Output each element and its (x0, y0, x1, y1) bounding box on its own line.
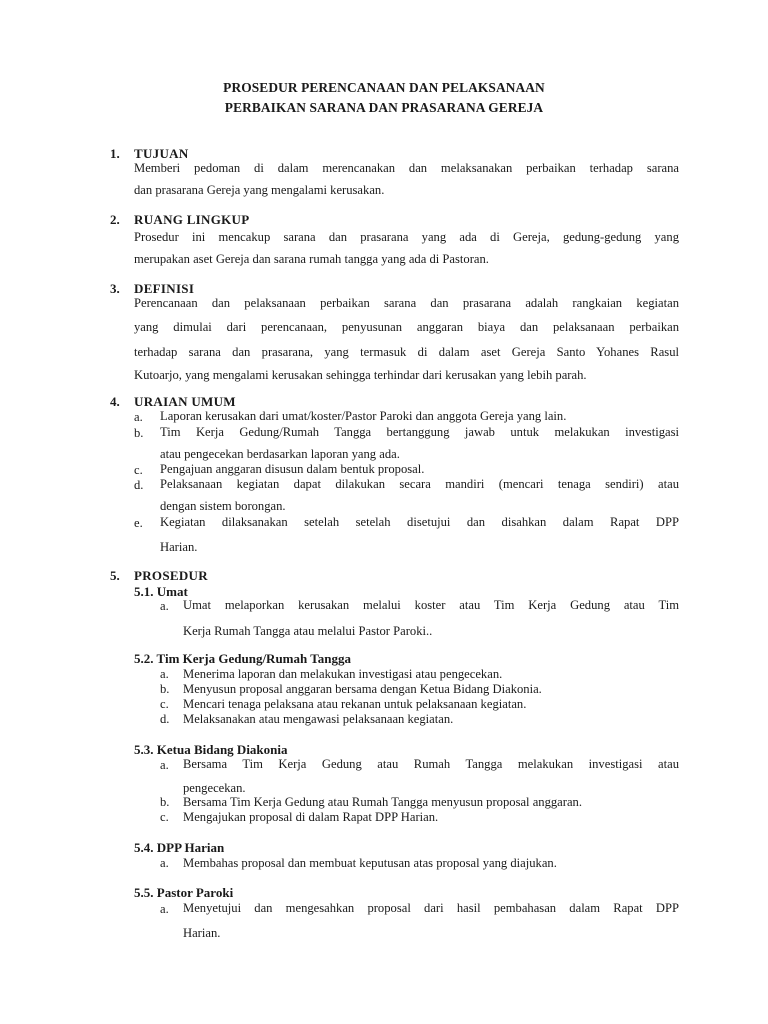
section-1-line: dan prasarana Gereja yang mengalami kerusakan. (134, 183, 385, 197)
subsection-5-4-item-label: a. (160, 856, 169, 870)
document-title-line-2: PERBAIKAN SARANA DAN PRASARANA GEREJA (224, 100, 544, 115)
section-4-item-label: a. (134, 410, 143, 424)
subsection-5-3-item-label: c. (160, 810, 169, 824)
section-3-line: Kutoarjo, yang mengalami kerusakan sehingga terhindar dari kerusakan yang lebih parah. (134, 368, 587, 382)
subsection-5-5-item-line: Menyetujui dan mengesahkan proposal dari hasil pembahasan dalam Rapat DPP (183, 901, 679, 915)
subsection-5-2-item-a: Menerima laporan dan melakukan investigasi atau pengecekan. (183, 667, 503, 681)
subsection-5-3-item-b: Bersama Tim Kerja Gedung atau Rumah Tangga menyusun proposal anggaran. (183, 795, 583, 809)
section-1-body (134, 157, 679, 201)
section-4-item-line: Pelaksanaan kegiatan dapat dilakukan secara mandiri (mencari tenaga sendiri) atau (160, 477, 679, 491)
section-4-item-line: Laporan kerusakan dari umat/koster/Pastor Paroki dan anggota Gereja yang lain. (160, 409, 567, 423)
section-4-item-line: Pengajuan anggaran disusun dalam bentuk proposal. (160, 462, 425, 476)
section-1-line: Memberi pedoman di dalam merencanakan dan melaksanakan perbaikan terhadap sarana (134, 161, 679, 175)
section-4-item-label: e. (134, 516, 143, 530)
section-3-line: terhadap sarana dan prasarana, yang termasuk di dalam aset Gereja Santo Yohanes Rasul (134, 345, 679, 359)
subsection-5-1-item-line: Kerja Rumah Tangga atau melalui Pastor Paroki.. (183, 624, 433, 638)
section-2-line: merupakan aset Gereja dan sarana rumah tangga yang ada di Pastoran. (134, 252, 489, 266)
section-4-item-line: Tim Kerja Gedung/Rumah Tangga bertanggung jawab untuk melakukan investigasi (160, 425, 679, 439)
section-2-heading: RUANG LINGKUP (134, 212, 250, 227)
subsection-5-5-item-label: a. (160, 902, 169, 916)
subsection-5-2-item-b: Menyusun proposal anggaran bersama dengan Ketua Bidang Diakonia. (183, 682, 542, 696)
document-title-line-1: PROSEDUR PERENCANAAN DAN PELAKSANAAN (223, 80, 545, 95)
subsection-5-2-item-label: b. (160, 682, 170, 696)
section-4-item-line: Harian. (160, 540, 198, 554)
section-3-line: Perencanaan dan pelaksanaan perbaikan sarana dan prasarana adalah rangkaian kegiatan (134, 296, 679, 310)
section-4-item-label: b. (134, 426, 144, 440)
subsection-5-4-item-a: Membahas proposal dan membuat keputusan atas proposal yang diajukan. (183, 856, 557, 870)
subsection-5-3-item-a (183, 753, 679, 799)
section-2-number: 2. (110, 212, 120, 227)
section-2-body (134, 226, 679, 270)
section-4-item-line: Kegiatan dilaksanakan setelah setelah disetujui dan disahkan dalam Rapat DPP (160, 515, 679, 529)
section-1-heading: TUJUAN (134, 146, 189, 161)
section-2-line: Prosedur ini mencakup sarana dan prasarana yang ada di Gereja, gedung-gedung yang (134, 230, 679, 244)
subsection-5-1-heading: 5.1. Umat (134, 584, 188, 599)
subsection-5-1-item-label: a. (160, 599, 169, 613)
subsection-5-2-heading: 5.2. Tim Kerja Gedung/Rumah Tangga (134, 651, 351, 666)
subsection-5-2-item-c: Mencari tenaga pelaksana atau rekanan untuk pelaksanaan kegiatan. (183, 697, 527, 711)
section-1-number: 1. (110, 146, 120, 161)
subsection-5-3-heading: 5.3. Ketua Bidang Diakonia (134, 742, 288, 757)
subsection-5-3-item-line: Bersama Tim Kerja Gedung atau Rumah Tangga melakukan investigasi atau (183, 757, 679, 771)
subsection-5-1-item-a (183, 594, 679, 642)
section-5-heading: PROSEDUR (134, 568, 208, 583)
subsection-5-2-item-label: a. (160, 667, 169, 681)
subsection-5-2-item-label: c. (160, 697, 169, 711)
subsection-5-5-item-a (183, 897, 679, 944)
subsection-5-3-item-label: b. (160, 795, 170, 809)
section-5-number: 5. (110, 568, 120, 583)
subsection-5-5-item-line: Harian. (183, 926, 221, 940)
subsection-5-3-item-c: Mengajukan proposal di dalam Rapat DPP Harian. (183, 810, 439, 824)
section-4-number: 4. (110, 394, 120, 409)
section-3-line: yang dimulai dari perencanaan, penyusunan anggaran biaya dan pelaksanaan perbaikan (134, 320, 679, 334)
subsection-5-5-heading: 5.5. Pastor Paroki (134, 885, 234, 900)
section-4-item-label: c. (134, 463, 143, 477)
subsection-5-3-item-label: a. (160, 758, 169, 772)
subsection-5-2-item-d: Melaksanakan atau mengawasi pelaksanaan kegiatan. (183, 712, 454, 726)
section-4-item-line: dengan sistem borongan. (160, 499, 286, 513)
subsection-5-1-item-line: Umat melaporkan kerusakan melalui koster atau Tim Kerja Gedung atau Tim (183, 598, 679, 612)
subsection-5-3-item-line: pengecekan. (183, 781, 246, 795)
subsection-5-2-item-label: d. (160, 712, 170, 726)
subsection-5-4-heading: 5.4. DPP Harian (134, 840, 225, 855)
section-4-heading: URAIAN UMUM (134, 394, 236, 409)
section-4-item-line: atau pengecekan berdasarkan laporan yang ada. (160, 447, 400, 461)
section-3-number: 3. (110, 281, 120, 296)
section-3-body (134, 292, 679, 386)
section-3-heading: DEFINISI (134, 281, 195, 296)
section-4-item-e (160, 511, 679, 558)
section-4-item-label: d. (134, 478, 144, 492)
